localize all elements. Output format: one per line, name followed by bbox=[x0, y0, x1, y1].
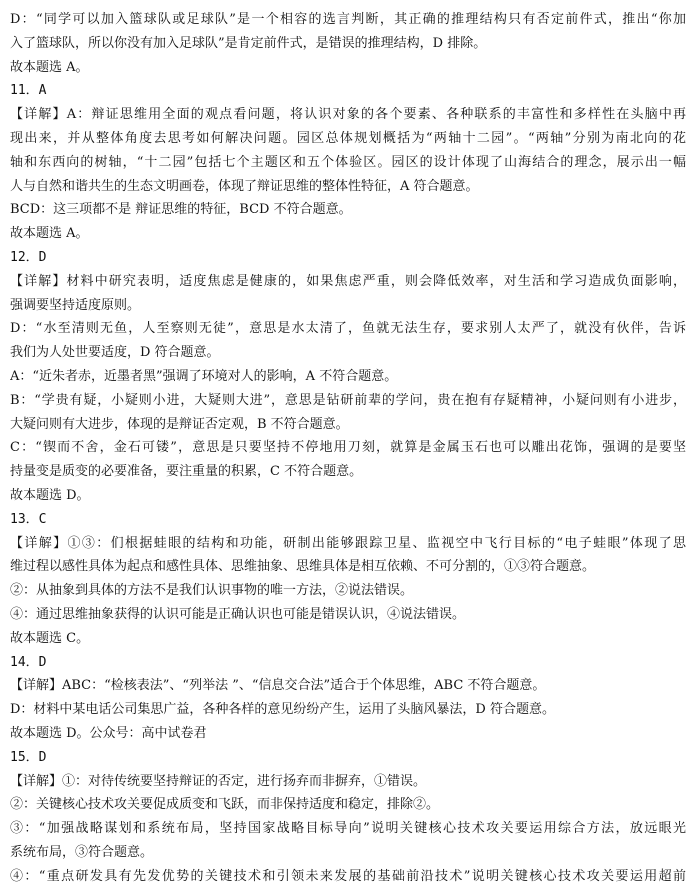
text-line: ④：“重点研发具有先发优势的关键技术和引领未来发展的基础前沿技术”说明关键核心技术攻关要运用超前 bbox=[10, 868, 686, 884]
text-line: 轴和东西向的树轴，“十二园”包括七个主题区和五个体验区。园区的设计体现了山海结合的理念，展示出一幅 bbox=[10, 154, 686, 170]
text-line: 现出来，并从整体角度去思考如何解决问题。园区总体规划概括为“两轴十二园”。“两轴”分别为南北向的花 bbox=[10, 130, 686, 146]
text-line: 我们为人处世要适度，D 符合题意。 bbox=[10, 345, 220, 361]
text-line: 故本题选 A。 bbox=[10, 226, 89, 242]
text-line: 故本题选 A。 bbox=[10, 59, 89, 75]
text-line: 大疑问则有大进步，体现的是辩证否定观，B 不符合题意。 bbox=[10, 416, 349, 432]
text-line: A：“近朱者赤，近墨者黑”强调了环境对人的影响，A 不符合题意。 bbox=[10, 368, 398, 384]
text-line: D：材料中某电话公司集思广益，各种各样的意见纷纷产生，运用了头脑风暴法，D 符合题意。 bbox=[10, 702, 555, 718]
text-line: 故本题选 D。 bbox=[10, 487, 90, 503]
text-line: ②：关键核心技术攻关要促成质变和飞跃，而非保持适度和稳定，排除②。 bbox=[10, 797, 440, 813]
question-number: 11．A bbox=[10, 83, 47, 99]
text-line: D：“水至清则无鱼，人至察则无徒”，意思是水太清了，鱼就无法生存，要求别人太严了，就没有伙伴，告诉 bbox=[10, 321, 686, 337]
text-line: 【详解】A：辩证思维用全面的观点看问题，将认识对象的各个要素、各种联系的丰富性和多样性在头脑中再 bbox=[10, 107, 686, 123]
text-line: C：“锲而不舍，金石可镂”，意思是只要坚持不停地用刀刻，就算是金属玉石也可以雕出花饰，强调的是要坚 bbox=[10, 440, 686, 456]
text-line: 维过程以感性具体为起点和感性具体、思维抽象、思维具体是相互依赖、不可分割的，①③符合题意。 bbox=[10, 559, 596, 575]
text-line: 系统布局，③符合题意。 bbox=[10, 844, 154, 860]
text-line: ③：“加强战略谋划和系统布局，坚持国家战略目标导向”说明关键核心技术攻关要运用综合方法，放远眼光 bbox=[10, 821, 686, 837]
text-line: ②：从抽象到具体的方法不是我们认识事物的唯一方法，②说法错误。 bbox=[10, 583, 414, 599]
text-line: 【详解】①③：们根据蛙眼的结构和功能，研制出能够跟踪卫星、监视空中飞行目标的“电子蛙眼”体现了思 bbox=[10, 535, 686, 551]
text-line: ④：通过思维抽象获得的认识可能是正确认识也可能是错误认识，④说法错误。 bbox=[10, 606, 466, 622]
text-line: 人与自然和谐共生的生态文明画卷，体现了辩证思维的整体性特征，A 符合题意。 bbox=[10, 178, 479, 194]
text-line: 【详解】①：对待传统要坚持辩证的否定，进行扬弃而非摒弃，①错误。 bbox=[10, 773, 427, 789]
text-line: B：“学贵有疑，小疑则小进，大疑则大进”，意思是钻研前辈的学问，贵在抱有存疑精神，小疑问则有小进步， bbox=[10, 392, 686, 408]
text-line: 强调要坚持适度原则。 bbox=[10, 297, 141, 313]
question-number: 14．D bbox=[10, 654, 47, 670]
answer-explanation-document bbox=[10, 8, 686, 888]
text-line: 故本题选 D。公众号：高中试卷君 bbox=[10, 725, 207, 741]
text-line: D：“同学可以加入篮球队或足球队”是一个相容的选言判断，其正确的推理结构只有否定前件式，推出“你加 bbox=[10, 12, 686, 27]
text-line: 【详解】材料中研究表明，适度焦虑是健康的，如果焦虑严重，则会降低效率，对生活和学习造成负面影响， bbox=[10, 273, 686, 289]
question-number: 15．D bbox=[10, 749, 47, 765]
question-number: 13．C bbox=[10, 511, 47, 527]
text-line: 入了篮球队，所以你没有加入足球队”是肯定前件式，是错误的推理结构，D 排除。 bbox=[10, 35, 487, 51]
text-line: 【详解】ABC：“检核表法”、“列举法 ”、“信息交合法”适合于个体思维，ABC 不符合题意。 bbox=[10, 678, 546, 694]
question-number: 12．D bbox=[10, 249, 47, 265]
text-line: BCD：这三项都不是 辩证思维的特征，BCD 不符合题意。 bbox=[10, 202, 352, 218]
text-line: 故本题选 C。 bbox=[10, 630, 90, 646]
text-line: 持量变是质变的必要准备，要注重量的积累，C 不符合题意。 bbox=[10, 464, 363, 480]
